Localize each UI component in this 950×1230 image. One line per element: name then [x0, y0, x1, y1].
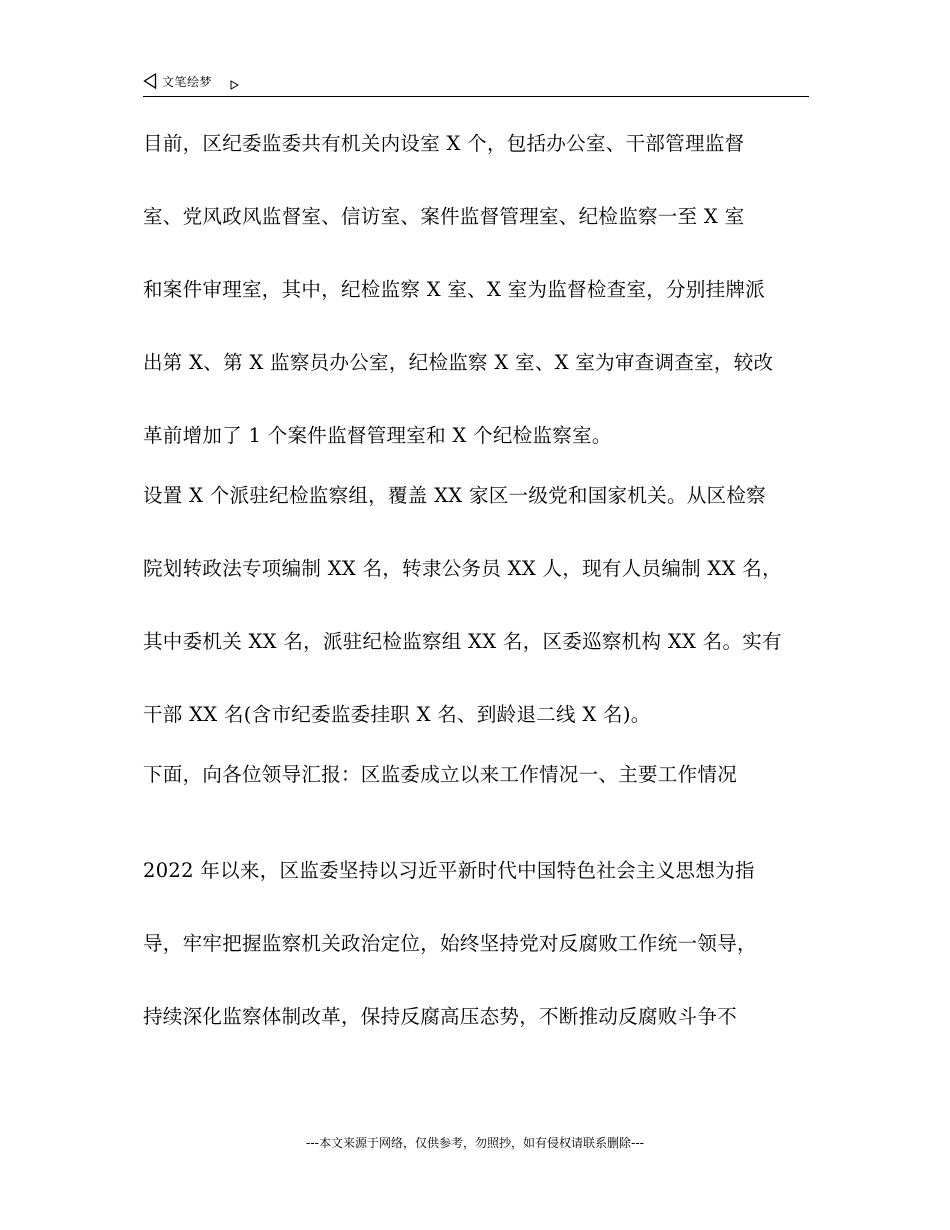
text-line: 下面，向各位领导汇报：区监委成立以来工作情况一、主要工作情况 [143, 763, 738, 786]
triangle-left-icon [143, 73, 157, 89]
text-line: 革前增加了 1 个案件监督管理室和 X 个纪检监察室。 [143, 424, 612, 447]
text-line: 2022 年以来，区监委坚持以习近平新时代中国特色社会主义思想为指 [143, 859, 755, 882]
text-line: 其中委机关 XX 名，派驻纪检监察组 XX 名，区委巡察机构 XX 名。实有 [143, 630, 782, 653]
text-line: 出第 X、第 X 监察员办公室，纪检监察 X 室、X 室为审查调查室，较改 [143, 351, 774, 374]
brand-name: 文笔绘梦 [162, 75, 213, 89]
page-header [143, 70, 809, 97]
footer-disclaimer: ---本文来源于网络，仅供参考，勿照抄，如有侵权请联系删除--- [306, 1136, 644, 1150]
text-line: 干部 XX 名(含市纪委监委挂职 X 名、到龄退二线 X 名)。 [143, 703, 651, 726]
text-line: 院划转政法专项编制 XX 名，转隶公务员 XX 人，现有人员编制 XX 名， [143, 557, 782, 580]
text-line: 和案件审理室，其中，纪检监察 X 室、X 室为监督检查室，分别挂牌派 [143, 278, 766, 301]
triangle-right-icon [230, 75, 239, 85]
text-line: 室、党风政风监督室、信访室、案件监督管理室、纪检监察一至 X 室 [143, 205, 745, 228]
text-line: 导，牢牢把握监察机关政治定位，始终坚持党对反腐败工作统一领导， [143, 932, 757, 955]
text-line: 设置 X 个派驻纪检监察组，覆盖 XX 家区一级党和国家机关。从区检察 [143, 484, 766, 507]
text-line: 目前，区纪委监委共有机关内设室 X 个，包括办公室、干部管理监督 [143, 132, 745, 155]
text-line: 持续深化监察体制改革，保持反腐高压态势，不断推动反腐败斗争不 [143, 1005, 738, 1028]
